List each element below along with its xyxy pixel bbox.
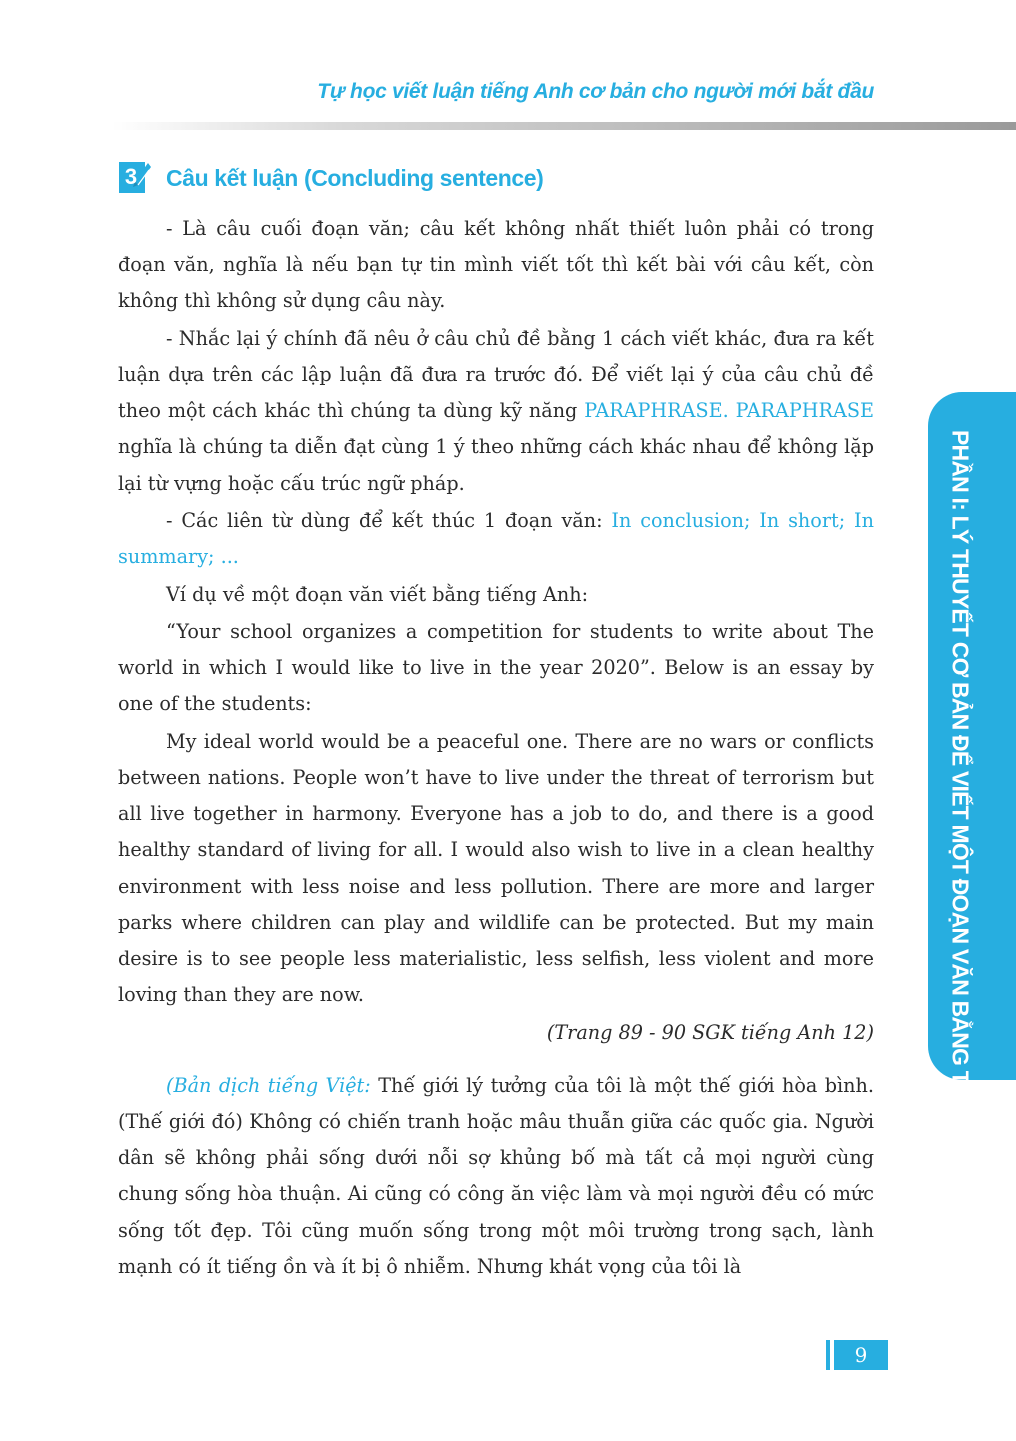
paraphrase-text-after: nghĩa là chúng ta diễn đạt cùng 1 ý theo những cách khác nhau để không lặp lại từ vựng hoặc cấu trúc ngữ pháp. (118, 435, 874, 495)
connectors-intro: - Các liên từ dùng để kết thúc 1 đoạn văn: (166, 509, 612, 532)
paragraph-prompt: “Your school organizes a competition for students to write about The world in which I would like to live in the year 2020”. Below is an essay by one of the students: (118, 619, 874, 716)
section-number-badge (118, 161, 152, 195)
side-tab-label: PHẦN I: LÝ THUYẾT CƠ BẢN ĐỂ VIẾT MỘT ĐOẠN VĂN BẰNG TIẾNG ANH (947, 430, 974, 1190)
paraphrase-keyword: PARAPHRASE. PARAPHRASE (584, 399, 874, 423)
section-number: 3 (124, 164, 138, 189)
section-heading (118, 160, 543, 196)
header-divider (112, 122, 1016, 130)
paragraph-definition: - Là câu cuối đoạn văn; câu kết không nhất thiết luôn phải có trong đoạn văn, nghĩa là nếu bạn tự tin mình viết tốt thì kết bài với câu kết, còn không thì không sử dụng câu này. (118, 217, 874, 313)
paragraph-translation (118, 1068, 874, 1285)
paraphrase-text-before: - Nhắc lại ý chính đã nêu ở câu chủ đề bằng 1 cách viết khác, đưa ra kết luận dựa trên các lập luận đã đưa ra trước đó. Để viết lại ý của câu chủ đề theo một cách khác thì chúng ta dùng kỹ năng (118, 326, 874, 423)
main-content (118, 211, 874, 1286)
source-citation: (Trang 89 - 90 SGK tiếng Anh 12) (546, 1020, 874, 1044)
page-number-bar (826, 1340, 830, 1370)
paragraph-connectors (118, 503, 874, 575)
page-number-badge (826, 1340, 888, 1370)
translation-text: Thế giới lý tưởng của tôi là một thế giới hòa bình. (Thế giới đó) Không có chiến tranh hoặc mâu thuẫn giữa các quốc gia. Người dân sẽ không phải sống dưới nỗi sợ khủng bố mà tất cả mọi người cùng chung sống hòa thuận. Ai cũng có công ăn việc làm và mọi người đều có mức sống tốt đẹp. Tôi cũng muốn sống trong một môi trường trong sạch, lành mạnh có ít tiếng ồn và ít bị ô nhiễm. Nhưng khát vọng của tôi là (118, 1073, 874, 1278)
section-title: Câu kết luận (Concluding sentence) (166, 164, 544, 191)
connectors-list: In conclusion; In short; In summary; ... (118, 509, 874, 569)
paragraph-essay: My ideal world would be a peaceful one. There are no wars or conflicts between nations. People won’t have to live under the threat of terrorism but all live together in harmony. Everyone has a job to do, and there is a good healthy standard of living for all. I would also wish to live in a clean healthy environment with less noise and less pollution. There are more and larger parks where children can play and wildlife can be protected. But my main desire is to see people less materialistic, less selfish, less violent and more loving than they are now. (118, 729, 874, 1007)
paragraph-paraphrase (118, 321, 874, 502)
book-title: Tự học viết luận tiếng Anh cơ bản cho người mới bắt đầu (317, 80, 874, 103)
paragraph-example-intro: Ví dụ về một đoạn văn viết bằng tiếng Anh: (166, 582, 589, 606)
page-number: 9 (834, 1340, 888, 1370)
translation-label: (Bản dịch tiếng Việt: (166, 1073, 371, 1097)
